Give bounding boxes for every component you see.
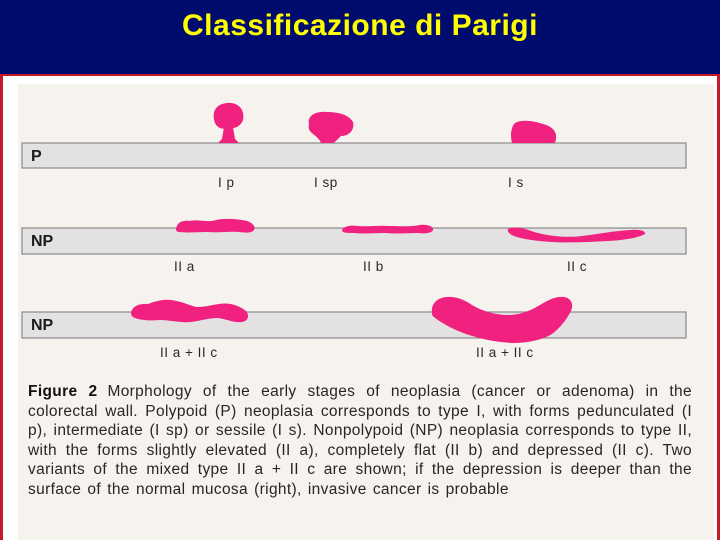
- lesion-iib: [342, 225, 433, 234]
- figure-caption: [28, 382, 692, 500]
- figure-caption-text: Morphology of the early stages of neoplasia (cancer or adenoma) in the colorectal wall. Polypoid (P) neoplasia corresponds to type I, with forms pedunculated (I p), intermediate (I sp) or sessile (I s). Nonpolypoid (NP) neoplasia corresponds to type II, with the forms slightly elevated (II a), completely flat (II b) and depressed (II c). Two variants of the mixed type II a + II c are shown; if the depression is deeper than the surface of the normal mucosa (right), invasive cancer is probable: [28, 383, 692, 498]
- slide-title: Classificazione di Parigi: [182, 9, 538, 42]
- type-label-iia-iic-1: II a + II c: [160, 345, 218, 360]
- row-polypoid: [22, 103, 686, 190]
- lesion-ip: [214, 103, 244, 143]
- lesion-iia-iic-superficial: [131, 300, 248, 322]
- type-label-iic: II c: [567, 259, 588, 274]
- type-label-iib: II b: [363, 259, 384, 274]
- row-label-np-1: NP: [31, 233, 54, 250]
- row-label-p: P: [31, 148, 42, 165]
- lesion-is: [511, 121, 556, 143]
- mucosa-band-row-1: [22, 143, 686, 168]
- lesion-isp: [309, 112, 354, 143]
- figure-number: Figure 2: [28, 383, 98, 400]
- type-label-is: I s: [508, 175, 524, 190]
- lesion-iia: [176, 219, 255, 233]
- lesion-ip-head: [214, 103, 244, 129]
- row-label-np-2: NP: [31, 317, 54, 334]
- row-nonpolypoid-1: [22, 219, 686, 274]
- type-label-ip: I p: [218, 175, 235, 190]
- mucosa-band-row-3: [22, 312, 686, 338]
- lesion-ip-stalk: [218, 127, 239, 143]
- row-nonpolypoid-2: [22, 297, 686, 360]
- type-label-iia-iic-2: II a + II c: [476, 345, 534, 360]
- type-label-iia: II a: [174, 259, 195, 274]
- type-label-isp: I sp: [314, 175, 338, 190]
